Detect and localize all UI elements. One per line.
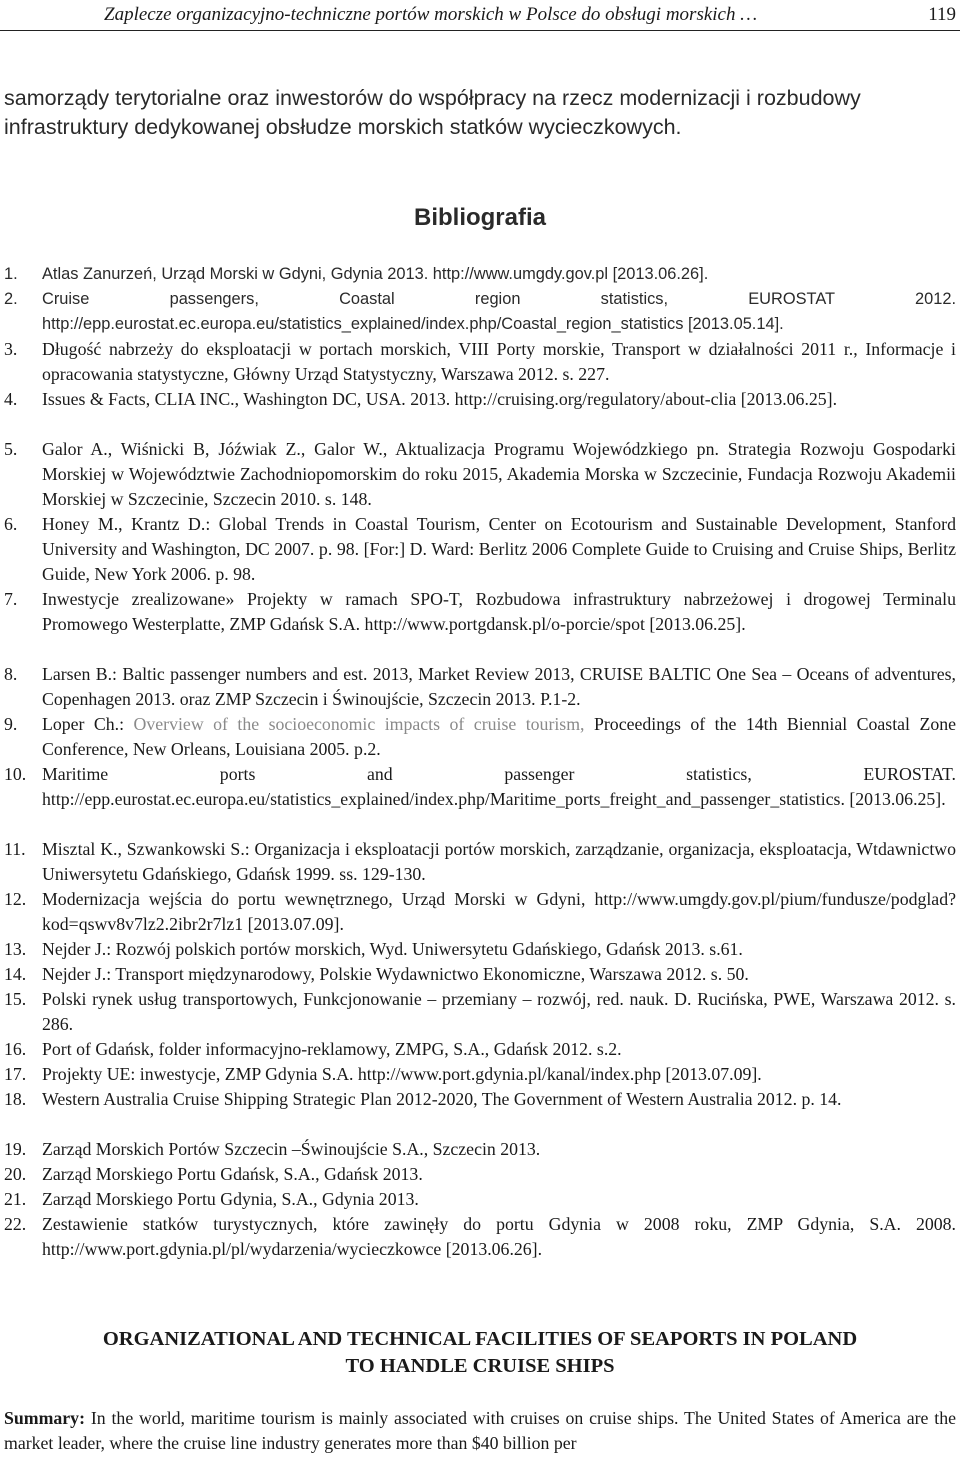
reference-text: Misztal K., Szwankowski S.: Organizacja i eksploatacji portów morskich, zarządzanie, organizacja, eksploatacja, Wtdawnictwo Uniwersytetu Gdańskiego, Gdańsk 1999. ss. 129-130. — [42, 839, 956, 884]
reference-text: Larsen B.: Baltic passenger numbers and est. 2013, Market Review 2013, CRUISE BALTIC One Sea – Oceans of adventures, Copenhagen 2013. oraz ZMP Szczecin i Świnoujście, Szczecin 2013. P.1-2. — [42, 664, 956, 709]
reference-text: Projekty UE: inwestycje, ZMP Gdynia S.A. http://www.port.gdynia.pl/kanal/index.php [2013.07.09]. — [42, 1064, 762, 1084]
english-title — [0, 1326, 960, 1380]
summary-text: In the world, maritime tourism is mainly associated with cruises on cruise ships. The United States of America are the market leader, where the cruise line industry generates more than $40 billion per — [4, 1408, 956, 1453]
reference-number: 6. — [4, 514, 18, 534]
reference-text: Atlas Zanurzeń, Urząd Morski w Gdyni, Gdynia 2013. http://www.umgdy.gov.pl [2013.06.26]. — [42, 265, 709, 283]
reference-number: 20. — [4, 1164, 27, 1184]
reference-text: Zestawienie statków turystycznych, które zawinęły do portu Gdynia w 2008 roku, ZMP Gdynia, S.A. 2008. http://www.port.gdynia.pl/pl/wydarzenia/wycieczkowce [2013.06.26]. — [42, 1214, 956, 1259]
reference-text: Western Australia Cruise Shipping Strategic Plan 2012-2020, The Government of Western Australia 2012. p. 14. — [42, 1089, 842, 1109]
reference-number: 9. — [4, 714, 18, 734]
english-title-line: ORGANIZATIONAL AND TECHNICAL FACILITIES OF SEAPORTS IN POLAND — [102, 1328, 858, 1350]
reference-author: Loper Ch.: — [42, 714, 134, 734]
summary-label: Summary: — [4, 1408, 85, 1428]
reference-number: 4. — [4, 389, 18, 409]
reference-text: Honey M., Krantz D.: Global Trends in Coastal Tourism, Center on Ecotourism and Sustainable Development, Stanford University and Washington, DC 2007. p. 98. [For:] D. Ward: Berlitz 2006 Complete Guide to Cruising and Cruise Ships, Berlitz Guide, New York 2006. p. 98. — [42, 514, 956, 584]
reference-text: Modernizacja wejścia do portu wewnętrznego, Urząd Morski w Gdyni, http://www.umgdy.gov.pl/pium/fundusze/podglad?kod=qswv8v7lz2.2ibr2r7lz1 [2013.07.09]. — [42, 889, 956, 934]
reference-number: 5. — [4, 439, 18, 459]
reference-text: Issues & Facts, CLIA INC., Washington DC, USA. 2013. http://cruising.org/regulatory/about-clia [2013.06.25]. — [42, 389, 838, 409]
reference-number: 13. — [4, 939, 27, 959]
reference-text — [42, 712, 956, 762]
reference-number: 1. — [4, 265, 18, 283]
reference-number: 18. — [4, 1089, 27, 1109]
reference-number: 16. — [4, 1039, 27, 1059]
running-title: Zaplecze organizacyjno-techniczne portów morskich w Polsce do obsługi morskich … — [104, 4, 758, 25]
reference-text: Zarząd Morskiego Portu Gdynia, S.A., Gdynia 2013. — [42, 1189, 419, 1209]
reference-number: 21. — [4, 1189, 27, 1209]
reference-text: Cruise passengers, Coastal region statistics, EUROSTAT 2012. http://epp.eurostat.ec.europa.eu/statistics_explained/index.php/Coastal_region_statistics [2013.05.14]. — [42, 290, 956, 333]
summary-paragraph — [4, 1406, 956, 1456]
reference-title-muted: Overview of the socioeconomic impacts of cruise tourism, — [133, 714, 585, 734]
english-title-line: TO HANDLE CRUISE SHIPS — [345, 1355, 615, 1377]
reference-number: 2. — [4, 290, 18, 308]
page-number: 119 — [928, 4, 956, 25]
reference-number: 15. — [4, 989, 27, 1009]
reference-number: 3. — [4, 339, 18, 359]
reference-number: 22. — [4, 1214, 27, 1234]
reference-number: 17. — [4, 1064, 27, 1084]
reference-number: 8. — [4, 664, 18, 684]
bibliography-heading: Bibliografia — [413, 204, 546, 231]
reference-text: Nejder J.: Rozwój polskich portów morskich, Wyd. Uniwersytetu Gdańskiego, Gdańsk 2013. s.61. — [42, 939, 743, 959]
reference-number: 12. — [4, 889, 27, 909]
reference-number: 14. — [4, 964, 27, 984]
reference-text: Maritime ports and passenger statistics, EUROSTAT. http://epp.eurostat.ec.europa.eu/statistics_explained/index.php/Maritime_ports_freight_and_passenger_statistics. [2013.06.25]. — [42, 764, 956, 809]
reference-text: Inwestycje zrealizowane» Projekty w ramach SPO-T, Rozbudowa infrastruktury nabrzeżowej i drogowej Terminalu Promowego Westerplatte, ZMP Gdańsk S.A. http://www.portgdansk.pl/o-porcie/spot [2013.06.25]. — [42, 589, 956, 634]
reference-text: Port of Gdańsk, folder informacyjno-reklamowy, ZMPG, S.A., Gdańsk 2012. s.2. — [42, 1039, 622, 1059]
reference-number: 10. — [4, 764, 27, 784]
reference-number: 19. — [4, 1139, 27, 1159]
reference-text: Polski rynek usług transportowych, Funkcjonowanie – przemiany – rozwój, red. nauk. D. Rucińska, PWE, Warszawa 2012. s. 286. — [42, 989, 956, 1034]
reference-text: Nejder J.: Transport międzynarodowy, Polskie Wydawnictwo Ekonomiczne, Warszawa 2012. s. 50. — [42, 964, 749, 984]
running-header — [0, 0, 960, 31]
reference-number: 7. — [4, 589, 18, 609]
reference-rest: Proceedings of the 14th Biennial Coastal Zone Conference, New Orleans, Louisiana 2005. p.2. — [42, 714, 956, 759]
reference-text: Długość nabrzeży do eksploatacji w portach morskich, VIII Porty morskie, Transport w działalności 2011 r., Informacje i opracowania statystyczne, Główny Urząd Statystyczny, Warszawa 2012. s. 227. — [42, 339, 956, 384]
reference-number: 11. — [4, 839, 26, 859]
reference-text: Zarząd Morskiego Portu Gdańsk, S.A., Gdańsk 2013. — [42, 1164, 423, 1184]
intro-paragraph: samorządy terytorialne oraz inwestorów do współpracy na rzecz modernizacji i rozbudowy infrastruktury dedykowanej obsłudze morskich statków wycieczkowych. — [4, 86, 861, 139]
reference-text: Zarząd Morskich Portów Szczecin –Świnoujście S.A., Szczecin 2013. — [42, 1139, 541, 1159]
reference-text: Galor A., Wiśnicki B, Jóźwiak Z., Galor W., Aktualizacja Programu Wojewódzkiego pn. Strategia Rozwoju Gospodarki Morskiej w Województwie Zachodniopomorskim do roku 2015, Akademia Morska w Szczecinie, Fundacja Rozwoju Akademii Morskiej w Szczecinie, Szczecin 2010. s. 148. — [42, 439, 956, 509]
